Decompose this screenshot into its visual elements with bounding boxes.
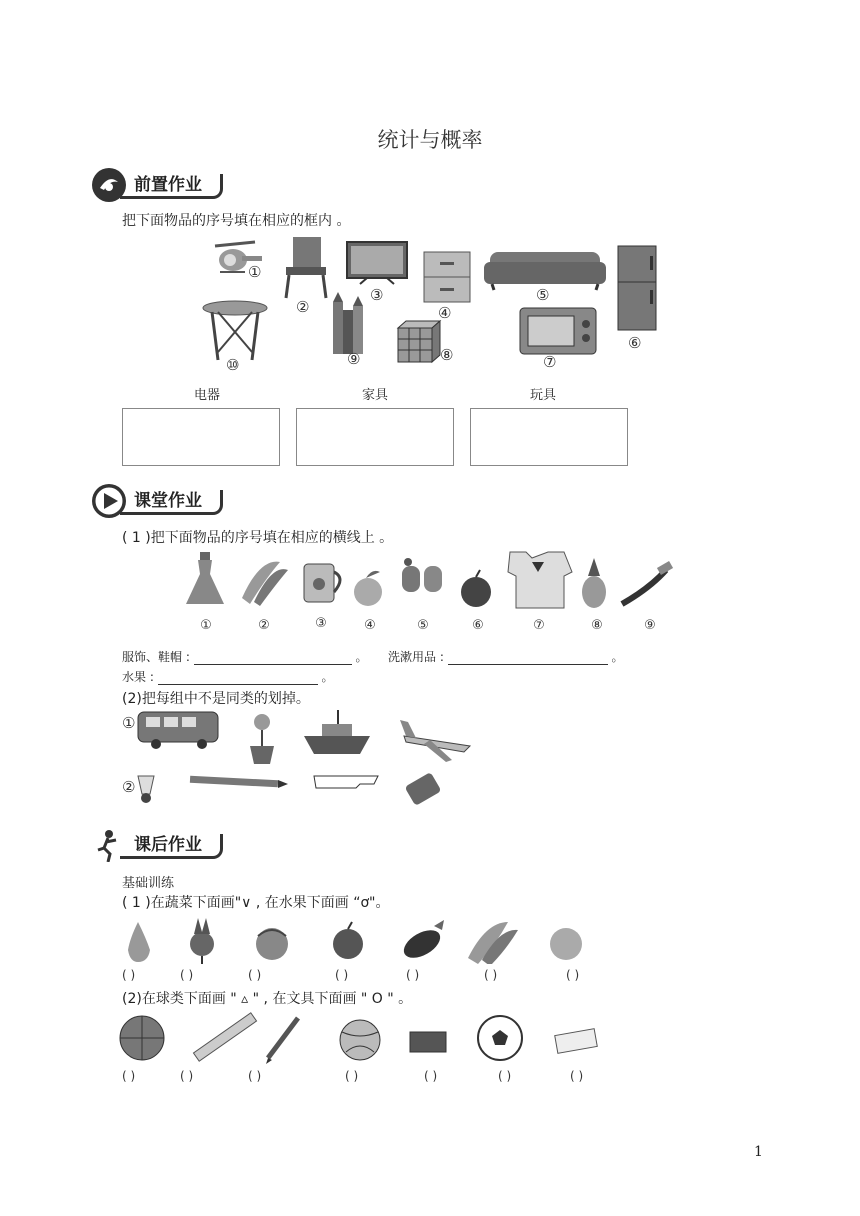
tv-icon <box>347 242 407 284</box>
item-number: ⑧ <box>591 618 603 633</box>
odd-one-out-group <box>134 706 484 816</box>
item-number: ① <box>200 618 212 633</box>
fill-line-fruit <box>122 668 334 685</box>
pineapple-icon <box>582 558 606 608</box>
item-number: ④ <box>438 304 452 322</box>
answer-line[interactable] <box>448 652 608 665</box>
answer-paren[interactable]: ( ) <box>248 1069 262 1083</box>
classwork-items-group <box>180 548 680 612</box>
item-number: ⑨ <box>644 618 656 633</box>
building-blocks-icon <box>333 292 363 354</box>
items-picture-group <box>200 232 670 372</box>
fill-line-toiletries <box>388 648 624 665</box>
vegetables-fruits-group <box>116 914 616 964</box>
item-number: ⑨ <box>347 350 361 368</box>
airplane-icon <box>400 720 470 762</box>
page-number: 1 <box>754 1144 763 1160</box>
period: 。 <box>355 650 368 664</box>
question-2: (2)把每组中不是同类的划掉。 <box>122 691 310 707</box>
category-label-furniture: 家具 <box>362 388 389 403</box>
homework-question-2: (2)在球类下面画 " ▵ " , 在文具下面画 " O " 。 <box>122 991 413 1007</box>
answer-box-furniture[interactable] <box>296 408 454 466</box>
answer-box-toys[interactable] <box>470 408 628 466</box>
mittens-icon <box>402 558 442 592</box>
ruler-icon <box>314 776 378 788</box>
question-1: ( 1 )把下面物品的序号填在相应的横线上 。 <box>122 530 394 546</box>
section-header-preview <box>92 168 222 198</box>
subsection-title: 基础训练 <box>122 876 175 891</box>
section-header-classwork <box>92 484 222 514</box>
radish-icon <box>190 918 214 964</box>
item-number: ⑩ <box>226 356 240 374</box>
answer-paren[interactable]: ( ) <box>345 1069 359 1083</box>
item-number: ⑥ <box>628 334 642 352</box>
apple-icon <box>461 570 491 607</box>
label: 洗漱用品 : <box>388 650 444 664</box>
ship-icon <box>304 710 370 754</box>
microwave-oven-icon <box>520 308 596 354</box>
section-title: 课堂作业 <box>120 490 223 515</box>
answer-paren[interactable]: ( ) <box>484 968 498 982</box>
answer-paren[interactable]: ( ) <box>566 968 580 982</box>
period: 。 <box>321 670 334 684</box>
pencil-icon <box>190 776 288 788</box>
answer-paren[interactable]: ( ) <box>122 1069 136 1083</box>
group-marker: ② <box>122 778 136 796</box>
period: 。 <box>611 650 624 664</box>
page-title: 统计与概率 <box>377 128 483 152</box>
mug-icon <box>304 564 340 602</box>
section-title: 课后作业 <box>120 834 223 859</box>
bus-icon <box>138 712 218 749</box>
answer-paren[interactable]: ( ) <box>122 968 136 982</box>
peach-icon <box>354 571 382 606</box>
refrigerator-icon <box>618 246 656 330</box>
banana-icon <box>468 922 518 964</box>
answer-line[interactable] <box>194 652 352 665</box>
item-number: ③ <box>315 616 327 631</box>
fill-line-clothing <box>122 648 368 665</box>
answer-box-appliances[interactable] <box>122 408 280 466</box>
basketball-icon <box>120 1016 164 1060</box>
item-number: ⑦ <box>543 353 557 371</box>
group-marker: ① <box>122 714 136 732</box>
item-number: ⑤ <box>417 618 429 633</box>
answer-line[interactable] <box>158 672 318 685</box>
item-number: ⑤ <box>536 286 550 304</box>
pencil-sharpener-icon <box>410 1032 446 1052</box>
item-number: ⑥ <box>472 618 484 633</box>
chair-icon <box>286 237 326 298</box>
item-number: ⑦ <box>533 618 545 633</box>
section-header-homework <box>92 828 222 858</box>
item-number: ⑧ <box>440 346 454 364</box>
answer-paren[interactable]: ( ) <box>424 1069 438 1083</box>
rubiks-cube-icon <box>398 321 440 362</box>
sofa-icon <box>484 252 606 290</box>
dress-icon <box>186 552 224 604</box>
answer-paren[interactable]: ( ) <box>248 968 262 982</box>
pear-icon <box>128 922 150 962</box>
instruction: 把下面物品的序号填在相应的框内 。 <box>122 213 351 229</box>
category-label-toys: 玩具 <box>530 388 557 403</box>
pencil-icon <box>266 1018 298 1064</box>
item-number: ③ <box>370 286 384 304</box>
toothbrush-icon <box>622 561 673 604</box>
banana-icon <box>242 562 288 606</box>
homework-question-1: ( 1 )在蔬菜下面画"∨ , 在水果下面画 “ơ"。 <box>122 895 390 911</box>
ruler-icon <box>193 1013 256 1061</box>
cabbage-icon <box>256 928 288 960</box>
answer-paren[interactable]: ( ) <box>335 968 349 982</box>
balls-stationery-group <box>116 1010 616 1066</box>
answer-paren[interactable]: ( ) <box>498 1069 512 1083</box>
eggplant-icon <box>399 920 445 964</box>
apple-icon <box>333 922 363 959</box>
table-icon <box>203 301 267 360</box>
flower-pot-icon <box>250 714 274 764</box>
answer-paren[interactable]: ( ) <box>180 968 194 982</box>
item-number: ② <box>258 618 270 633</box>
nightstand-icon <box>424 252 470 302</box>
answer-paren[interactable]: ( ) <box>570 1069 584 1083</box>
answer-paren[interactable]: ( ) <box>406 968 420 982</box>
item-number: ④ <box>364 618 376 633</box>
badminton-shuttlecock-icon <box>138 776 154 803</box>
category-label-appliances: 电器 <box>194 388 221 403</box>
eraser-icon <box>405 772 442 806</box>
item-number: ② <box>296 298 310 316</box>
peach-icon <box>550 928 582 960</box>
shirt-icon <box>508 552 572 608</box>
section-title: 前置作业 <box>120 174 223 199</box>
answer-paren[interactable]: ( ) <box>180 1069 194 1083</box>
item-number: ① <box>248 263 262 281</box>
label: 服饰、鞋帽 : <box>122 650 190 664</box>
soccer-ball-icon <box>478 1016 522 1060</box>
label: 水果 : <box>122 670 154 684</box>
volleyball-icon <box>340 1020 380 1060</box>
eraser-icon <box>555 1029 598 1054</box>
